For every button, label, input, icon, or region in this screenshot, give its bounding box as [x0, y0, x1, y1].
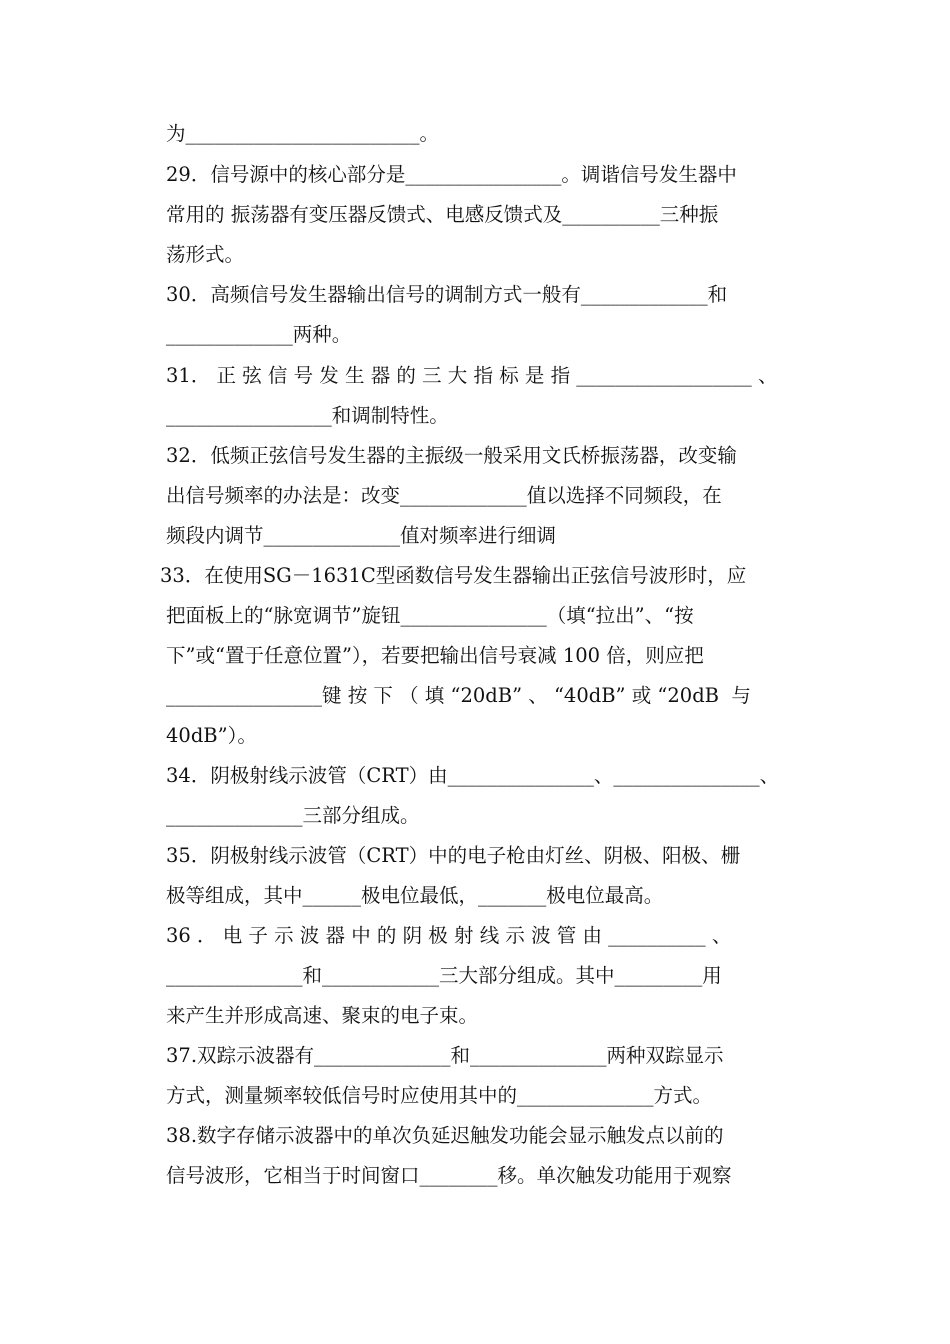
text-line: ________________键 按 下 （ 填 “20dB” 、 “40dB” 或 “20dB 与: [166, 684, 751, 707]
text-line: 荡形式。: [166, 243, 245, 266]
text-line: 36 ． 电 子 示 波 器 中 的 阴 极 射 线 示 波 管 由 __________ 、: [166, 924, 732, 947]
text-line: 33．在使用SG－1631C型函数信号发生器输出正弦信号波形时，应: [160, 564, 747, 587]
text-line: 29．信号源中的核心部分是________________。调谐信号发生器中: [166, 163, 737, 186]
text-line: _____________两种。: [166, 323, 352, 346]
text-line: 38.数字存储示波器中的单次负延迟触发功能会显示触发点以前的: [166, 1124, 724, 1147]
text-line: 35．阴极射线示波管（CRT）中的电子枪由灯丝、阴极、阳极、栅: [166, 844, 741, 867]
text-line: ______________三部分组成。: [166, 804, 420, 827]
text-line: 常用的 振荡器有变压器反馈式、电感反馈式及__________三种振: [166, 203, 719, 226]
text-line: 32．低频正弦信号发生器的主振级一般采用文氏桥振荡器，改变输: [166, 444, 737, 467]
text-line: 频段内调节______________值对频率进行细调: [166, 524, 557, 547]
text-line: 40dB”）。: [166, 724, 257, 747]
text-line: 信号波形，它相当于时间窗口________移。单次触发功能用于观察: [166, 1164, 732, 1187]
text-line: 为________________________。: [166, 122, 440, 145]
text-line: 34．阴极射线示波管（CRT）由_______________、_______________、: [166, 764, 780, 787]
text-line: 31． 正 弦 信 号 发 生 器 的 三 大 指 标 是 指 __________________ 、: [166, 364, 778, 387]
text-line: 下”或“置于任意位置”），若要把输出信号衰减 100 倍，则应把: [166, 644, 704, 667]
text-line: 出信号频率的办法是：改变_____________值以选择不同频段，在: [166, 484, 722, 507]
text-line: ______________和____________三大部分组成。其中_________用: [166, 964, 722, 987]
text-line: 极等组成，其中______极电位最低，_______极电位最高。: [166, 884, 664, 907]
text-line: 方式，测量频率较低信号时应使用其中的______________方式。: [166, 1084, 713, 1107]
text-line: 来产生并形成高速、聚束的电子束。: [166, 1004, 479, 1027]
text-line: 把面板上的“脉宽调节”旋钮_______________（填“拉出”、“按: [166, 604, 694, 627]
text-line: _________________和调制特性。: [166, 404, 449, 427]
text-line: 37.双踪示波器有______________和______________两种双踪显示: [166, 1044, 724, 1067]
text-line: 30．高频信号发生器输出信号的调制方式一般有_____________和: [166, 283, 728, 306]
